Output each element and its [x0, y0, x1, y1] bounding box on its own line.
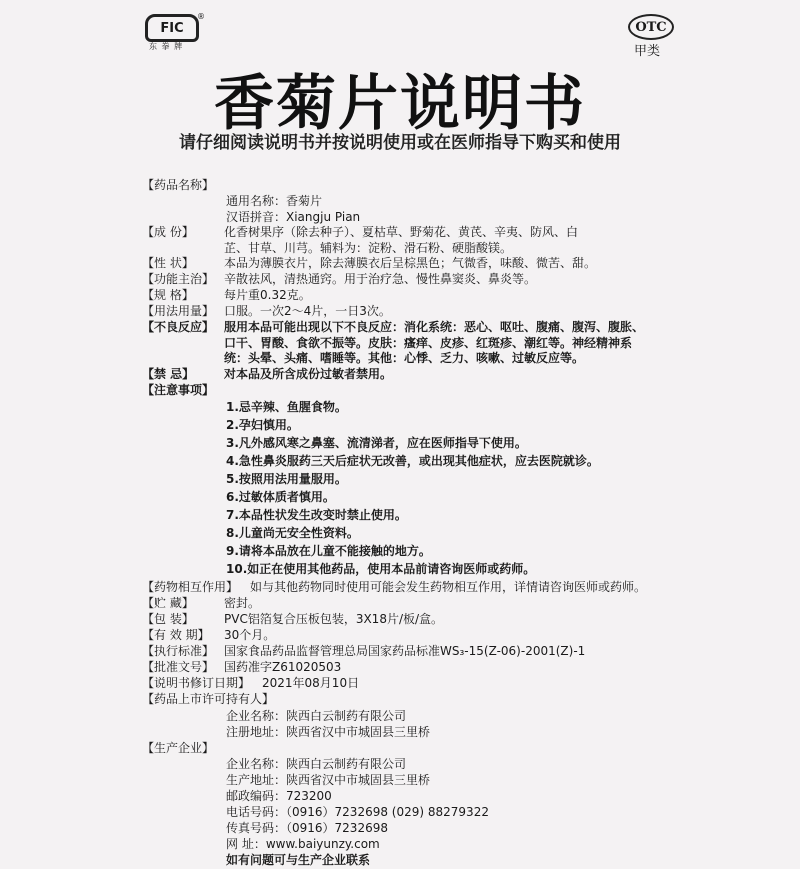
precaution-item: 2.孕妇慎用。 [226, 418, 299, 432]
standard-label: 【执行标准】 [142, 644, 215, 658]
precaution-item: 1.忌辛辣、鱼腥食物。 [226, 400, 347, 414]
otc-class: 甲类 [634, 44, 661, 59]
precaution-item: 7.本品性状发生改变时禁止使用。 [226, 508, 407, 522]
specification-text: 每片重0.32克。 [224, 288, 311, 302]
adverse-line: 服用本品可能出现以下不良反应：消化系统：恶心、呕吐、腹痛、腹泻、腹胀、 [224, 320, 645, 334]
composition-line: 化香树果序（除去种子）、夏枯草、野菊花、黄芪、辛夷、防风、白 [224, 225, 579, 239]
otc-badge: OTC [628, 14, 674, 40]
properties-text: 本品为薄膜衣片，除去薄膜衣后呈棕黑色；气微香，味酸、微苦、甜。 [224, 256, 597, 270]
precaution-item: 6.过敏体质者慎用。 [226, 490, 335, 504]
mah-label: 【药品上市许可持有人】 [142, 692, 275, 706]
pinyin-name: 汉语拼音：Xiangju Pian [226, 210, 361, 224]
logo-caption: 东 拳 牌 [149, 42, 184, 51]
contraindications-text: 对本品及所含成份过敏者禁用。 [224, 367, 393, 381]
indications-text: 辛散祛风，清热通窍。用于治疗急、慢性鼻窦炎、鼻炎等。 [224, 272, 537, 286]
validity-text: 30个月。 [224, 628, 276, 642]
contraindications-label: 【禁 忌】 [142, 367, 195, 381]
standard-text: 国家食品药品监督管理总局国家药品标准WS₃-15(Z-06)-2001(Z)-1 [224, 644, 586, 658]
manufacturer-website: 网 址：www.baiyunzy.com [226, 837, 380, 851]
precautions-label: 【注意事项】 [142, 383, 215, 397]
properties-label: 【性 状】 [142, 256, 194, 270]
manufacturer-phone: 电话号码：（0916）7232698 (029) 88279322 [226, 805, 489, 819]
validity-label: 【有 效 期】 [142, 628, 210, 642]
dosage-text: 口服。一次2～4片，一日3次。 [224, 304, 391, 318]
revision-text: 2021年08月10日 [262, 676, 360, 690]
manufacturer-label: 【生产企业】 [142, 741, 215, 755]
page-subtitle: 请仔细阅读说明书并按说明使用或在医师指导下购买和使用 [179, 133, 621, 153]
revision-label: 【说明书修订日期】 [142, 676, 251, 690]
generic-name: 通用名称：香菊片 [226, 194, 323, 208]
composition-line: 芷、甘草、川芎。辅料为：淀粉、滑石粉、硬脂酸镁。 [224, 240, 513, 255]
mah-company: 企业名称：陕西白云制药有限公司 [226, 709, 407, 723]
adverse-line: 口干、胃酸、食欲不振等。皮肤：瘙痒、皮疹、红斑疹、潮红等。神经精神系 [224, 335, 633, 350]
brand-logo [145, 12, 205, 52]
interactions-label: 【药物相互作用】 [142, 580, 239, 594]
brand-logo-icon [145, 14, 199, 42]
manufacturer-postcode: 邮政编码：723200 [226, 789, 332, 803]
precaution-item: 5.按照用法用量服用。 [226, 472, 347, 486]
manufacturer-company: 企业名称：陕西白云制药有限公司 [226, 757, 407, 771]
precaution-item: 3.凡外感风寒之鼻塞、流清涕者，应在医师指导下使用。 [226, 436, 527, 450]
packaging-text: PVC铝箔复合压板包装，3X18片/板/盒。 [224, 612, 444, 626]
approval-label: 【批准文号】 [142, 660, 215, 674]
footer-note: 如有问题可与生产企业联系 [226, 853, 371, 867]
precaution-item: 10.如正在使用其他药品，使用本品前请咨询医师或药师。 [226, 562, 536, 576]
logo-text: FIC [160, 20, 184, 36]
mah-address: 注册地址：陕西省汉中市城固县三里桥 [226, 725, 431, 739]
adverse-label: 【不良反应】 [142, 320, 215, 334]
interactions-text: 如与其他药物同时使用可能会发生药物相互作用，详情请咨询医师或药师。 [250, 580, 647, 594]
manufacturer-fax: 传真号码：（0916）7232698 [226, 821, 388, 835]
indications-label: 【功能主治】 [142, 272, 215, 286]
manufacturer-address: 生产地址：陕西省汉中市城固县三里桥 [226, 773, 431, 787]
drug-name-label: 【药品名称】 [142, 178, 215, 192]
precaution-item: 8.儿童尚无安全性资料。 [226, 526, 359, 540]
specification-label: 【规 格】 [142, 288, 194, 302]
precaution-item: 9.请将本品放在儿童不能接触的地方。 [226, 544, 431, 558]
composition-label: 【成 份】 [142, 225, 194, 239]
dosage-label: 【用法用量】 [142, 304, 215, 318]
registered-mark-icon: ® [197, 12, 205, 21]
adverse-line: 统：头晕、头痛、嗜睡等。其他：心悸、乏力、咳嗽、过敏反应等。 [224, 351, 585, 366]
storage-label: 【贮 藏】 [142, 596, 194, 610]
approval-text: 国药准字Z61020503 [224, 660, 342, 674]
page-title: 香菊片说明书 [214, 69, 586, 139]
storage-text: 密封。 [224, 596, 261, 610]
precaution-item: 4.急性鼻炎服药三天后症状无改善，或出现其他症状，应去医院就诊。 [226, 454, 599, 468]
packaging-label: 【包 装】 [142, 612, 194, 626]
